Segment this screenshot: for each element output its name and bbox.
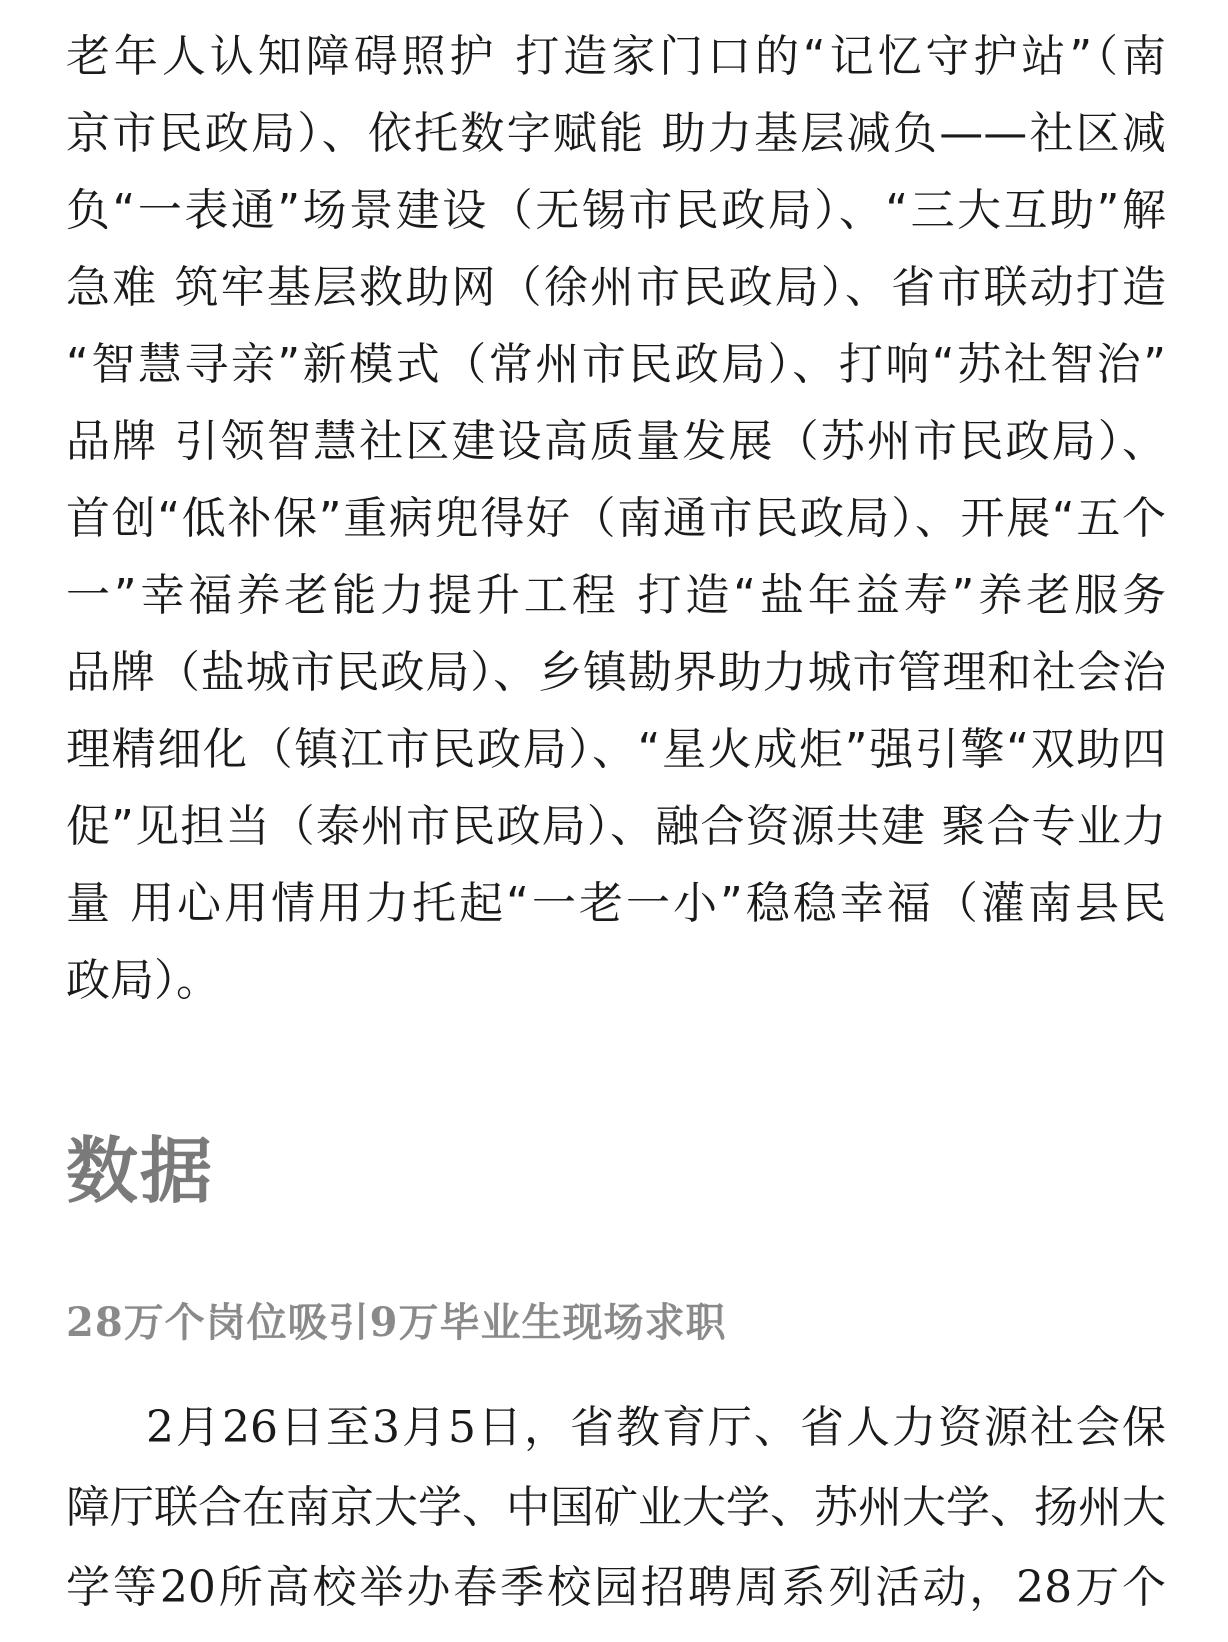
- news-line: [66, 1388, 1166, 1468]
- paragraph-line: 急难 筑牢基层救助网（徐州市民政局）、省市联动打造: [66, 262, 1166, 313]
- paragraph-line: 理精细化（镇江市民政局）、“星火成炬”强引擎“双助四: [66, 724, 1166, 775]
- section-heading: 数据: [66, 1129, 215, 1213]
- paragraph-line: 负“一表通”场景建设（无锡市民政局）、“三大互助”解: [66, 185, 1166, 236]
- news-line: 障厅联合在南京大学、中国矿业大学、苏州大学、扬州大: [66, 1482, 1166, 1533]
- news-line-text: 2月26日至3月5日，省教育厅、省人力资源社会保: [146, 1402, 1166, 1453]
- paragraph-line: 老年人认知障碍照护 打造家门口的“记忆守护站”（南: [66, 31, 1166, 82]
- paragraph-line: 政局）。: [66, 955, 220, 1006]
- paragraph-line: 品牌（盐城市民政局）、乡镇勘界助力城市管理和社会治: [66, 647, 1166, 698]
- paragraph-line: 品牌 引领智慧社区建设高质量发展（苏州市民政局）、: [66, 416, 1166, 467]
- paragraph-line: 一”幸福养老能力提升工程 打造“盐年益寿”养老服务: [66, 570, 1166, 621]
- news-line: 学等20所高校举办春季校园招聘周系列活动，28万个: [66, 1562, 1166, 1613]
- news-body: [66, 1388, 1166, 1628]
- paragraph-line: 京市民政局）、依托数字赋能 助力基层减负——社区减: [66, 108, 1166, 159]
- paragraph-line: 量 用心用情用力托起“一老一小”稳稳幸福（灌南县民: [66, 878, 1166, 929]
- article-paragraph: [66, 18, 1166, 1019]
- news-title: 28万个岗位吸引9万毕业生现场求职: [66, 1299, 727, 1346]
- paragraph-line: 促”见担当（泰州市民政局）、融合资源共建 聚合专业力: [66, 801, 1166, 852]
- paragraph-line: 首创“低补保”重病兜得好（南通市民政局）、开展“五个: [66, 493, 1166, 544]
- paragraph-line: “智慧寻亲”新模式（常州市民政局）、打响“苏社智治”: [66, 339, 1166, 390]
